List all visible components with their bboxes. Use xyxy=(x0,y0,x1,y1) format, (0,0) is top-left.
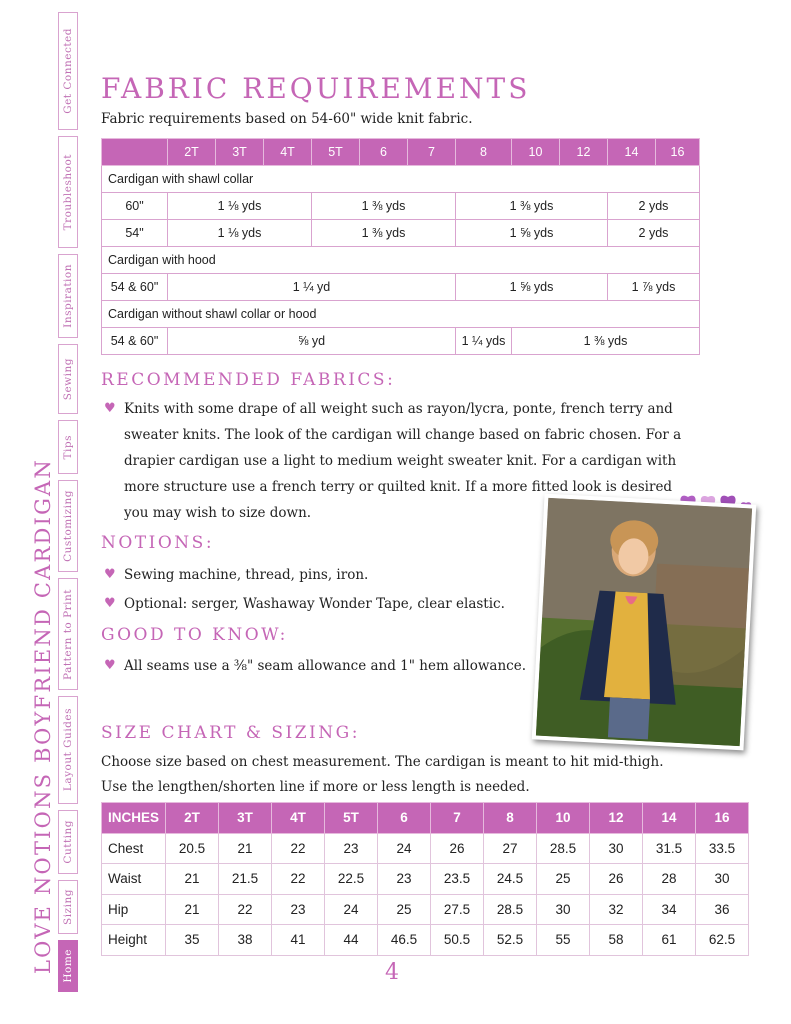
header-cell: 6 xyxy=(378,803,431,834)
header-cell: 4T xyxy=(272,803,325,834)
yardage-cell: 1 ⅛ yds xyxy=(168,220,312,247)
header-cell: INCHES xyxy=(102,803,166,834)
header-cell: 8 xyxy=(456,139,512,166)
table-cell: 27 xyxy=(484,833,537,864)
table-cell: 21.5 xyxy=(219,864,272,895)
side-title: LOVE NOTIONS BOYFRIEND CARDIGAN xyxy=(31,458,55,974)
yardage-cell: 1 ⅛ yds xyxy=(168,193,312,220)
photo-frame xyxy=(532,494,757,751)
header-cell: 2T xyxy=(168,139,216,166)
recommended-title: RECOMMENDED FABRICS: xyxy=(101,370,396,390)
row-label: Hip xyxy=(102,894,166,925)
tab-home[interactable]: Home xyxy=(58,940,78,992)
header-cell: 5T xyxy=(312,139,360,166)
yardage-cell: 1 ⅜ yds xyxy=(456,193,608,220)
table-cell: 23 xyxy=(272,894,325,925)
list-item: ♥ Knits with some drape of all weight such as rayon/lycra, ponte, french terry and sweater knits. The look of the cardigan will change based on fabric chosen. For a drapier cardigan use a light to medium weight sweater knit. For a cardigan with more structure use a french terry or quilted knit. If a more fitted look is desired you may wish to size down. xyxy=(101,396,693,526)
row-label: Waist xyxy=(102,864,166,895)
header-cell: 10 xyxy=(537,803,590,834)
size-header-row xyxy=(102,803,749,834)
yardage-cell: 1 ¼ yd xyxy=(168,274,456,301)
yardage-cell: 2 yds xyxy=(608,220,700,247)
header-cell xyxy=(102,139,168,166)
table-cell: 34 xyxy=(643,894,696,925)
table-cell: 41 xyxy=(272,925,325,956)
table-row xyxy=(102,864,749,895)
yardage-cell: 2 yds xyxy=(608,193,700,220)
table-cell: 22 xyxy=(272,864,325,895)
section-label: Cardigan with shawl collar xyxy=(102,166,700,193)
tab-pattern-to-print[interactable]: Pattern to Print xyxy=(58,578,78,690)
table-cell: 22 xyxy=(219,894,272,925)
yardage-cell: 1 ¼ yds xyxy=(456,328,512,355)
header-cell: 16 xyxy=(656,139,700,166)
header-cell: 4T xyxy=(264,139,312,166)
yardage-cell: 1 ⅞ yds xyxy=(608,274,700,301)
list-item: ♥ Optional: serger, Washaway Wonder Tape, clear elastic. xyxy=(101,591,531,617)
header-cell: 8 xyxy=(484,803,537,834)
row-label: Height xyxy=(102,925,166,956)
size-table xyxy=(101,802,749,956)
table-cell: 58 xyxy=(590,925,643,956)
table-row xyxy=(102,894,749,925)
table-cell: 23.5 xyxy=(431,864,484,895)
header-cell: 14 xyxy=(643,803,696,834)
table-cell: 21 xyxy=(219,833,272,864)
table-cell: 22.5 xyxy=(325,864,378,895)
table-cell: 28.5 xyxy=(484,894,537,925)
table-cell: 32 xyxy=(590,894,643,925)
header-cell: 10 xyxy=(512,139,560,166)
table-cell: 30 xyxy=(537,894,590,925)
photo-illustration xyxy=(536,498,752,746)
tab-get-connected[interactable]: Get Connected xyxy=(58,12,78,130)
page-number: 4 xyxy=(385,960,399,985)
header-cell: 16 xyxy=(696,803,749,834)
fabric-title: FABRIC REQUIREMENTS xyxy=(101,72,531,105)
table-cell: 24.5 xyxy=(484,864,537,895)
heart-icon: ♥ xyxy=(104,401,116,416)
table-cell: 38 xyxy=(219,925,272,956)
table-cell: 30 xyxy=(696,864,749,895)
table-cell: 27.5 xyxy=(431,894,484,925)
tab-sewing[interactable]: Sewing xyxy=(58,344,78,414)
width-cell: 54 & 60" xyxy=(102,274,168,301)
table-cell: 21 xyxy=(166,894,219,925)
tab-troubleshoot[interactable]: Troubleshoot xyxy=(58,136,78,248)
size-chart-intro-1: Choose size based on chest measurement. The cardigan is meant to hit mid-thigh. xyxy=(101,754,664,770)
yardage-cell: ⅝ yd xyxy=(168,328,456,355)
table-cell: 44 xyxy=(325,925,378,956)
table-cell: 24 xyxy=(378,833,431,864)
table-cell: 35 xyxy=(166,925,219,956)
width-cell: 54" xyxy=(102,220,168,247)
section-row xyxy=(102,166,700,193)
header-cell: 7 xyxy=(431,803,484,834)
header-cell: 3T xyxy=(219,803,272,834)
header-cell: 5T xyxy=(325,803,378,834)
yardage-cell: 1 ⅜ yds xyxy=(312,220,456,247)
table-cell: 52.5 xyxy=(484,925,537,956)
table-cell: 25 xyxy=(378,894,431,925)
table-cell: 23 xyxy=(378,864,431,895)
good-to-know-list xyxy=(101,653,541,682)
table-cell: 30 xyxy=(590,833,643,864)
size-chart-intro-2: Use the lengthen/shorten line if more or less length is needed. xyxy=(101,779,530,795)
list-item: ♥ All seams use a ⅜" seam allowance and 1" hem allowance. xyxy=(101,653,541,679)
table-cell: 36 xyxy=(696,894,749,925)
table-cell: 20.5 xyxy=(166,833,219,864)
table-cell: 46.5 xyxy=(378,925,431,956)
table-cell: 31.5 xyxy=(643,833,696,864)
table-cell: 24 xyxy=(325,894,378,925)
tab-sizing[interactable]: Sizing xyxy=(58,880,78,934)
row-label: Chest xyxy=(102,833,166,864)
tab-inspiration[interactable]: Inspiration xyxy=(58,254,78,338)
table-row xyxy=(102,220,700,247)
list-item: ♥ Sewing machine, thread, pins, iron. xyxy=(101,562,531,588)
fabric-intro: Fabric requirements based on 54-60" wide knit fabric. xyxy=(101,111,473,127)
table-cell: 26 xyxy=(431,833,484,864)
heart-icon: ♥ xyxy=(104,567,116,582)
yardage-cell: 1 ⅝ yds xyxy=(456,274,608,301)
yardage-cell: 1 ⅜ yds xyxy=(512,328,700,355)
tab-customizing[interactable]: Customizing xyxy=(58,480,78,572)
good-to-know-title: GOOD TO KNOW: xyxy=(101,625,288,645)
size-chart-title: SIZE CHART & SIZING: xyxy=(101,723,360,743)
table-cell: 62.5 xyxy=(696,925,749,956)
table-cell: 26 xyxy=(590,864,643,895)
header-cell: 2T xyxy=(166,803,219,834)
heart-icon: ♥ xyxy=(104,596,116,611)
table-cell: 21 xyxy=(166,864,219,895)
notions-title: NOTIONS: xyxy=(101,533,215,553)
table-row xyxy=(102,274,700,301)
header-cell: 12 xyxy=(560,139,608,166)
fabric-header-row xyxy=(102,139,700,166)
section-label: Cardigan with hood xyxy=(102,247,700,274)
header-cell: 6 xyxy=(360,139,408,166)
table-cell: 28.5 xyxy=(537,833,590,864)
table-cell: 28 xyxy=(643,864,696,895)
tab-layout-guides[interactable]: Layout Guides xyxy=(58,696,78,804)
table-row xyxy=(102,925,749,956)
section-label: Cardigan without shawl collar or hood xyxy=(102,301,700,328)
table-cell: 50.5 xyxy=(431,925,484,956)
table-cell: 23 xyxy=(325,833,378,864)
width-cell: 54 & 60" xyxy=(102,328,168,355)
table-row xyxy=(102,833,749,864)
table-row xyxy=(102,193,700,220)
fabric-table xyxy=(101,138,700,355)
notions-list xyxy=(101,562,531,620)
table-cell: 22 xyxy=(272,833,325,864)
header-cell: 7 xyxy=(408,139,456,166)
table-cell: 55 xyxy=(537,925,590,956)
table-cell: 61 xyxy=(643,925,696,956)
header-cell: 12 xyxy=(590,803,643,834)
table-row xyxy=(102,328,700,355)
header-cell: 3T xyxy=(216,139,264,166)
girl-cardigan-photo xyxy=(536,498,752,746)
heart-icon: ♥ xyxy=(104,658,116,673)
section-row xyxy=(102,247,700,274)
tab-tips[interactable]: Tips xyxy=(58,420,78,474)
table-cell: 33.5 xyxy=(696,833,749,864)
table-cell: 25 xyxy=(537,864,590,895)
header-cell: 14 xyxy=(608,139,656,166)
yardage-cell: 1 ⅝ yds xyxy=(456,220,608,247)
section-row xyxy=(102,301,700,328)
width-cell: 60" xyxy=(102,193,168,220)
tab-cutting[interactable]: Cutting xyxy=(58,810,78,874)
yardage-cell: 1 ⅜ yds xyxy=(312,193,456,220)
